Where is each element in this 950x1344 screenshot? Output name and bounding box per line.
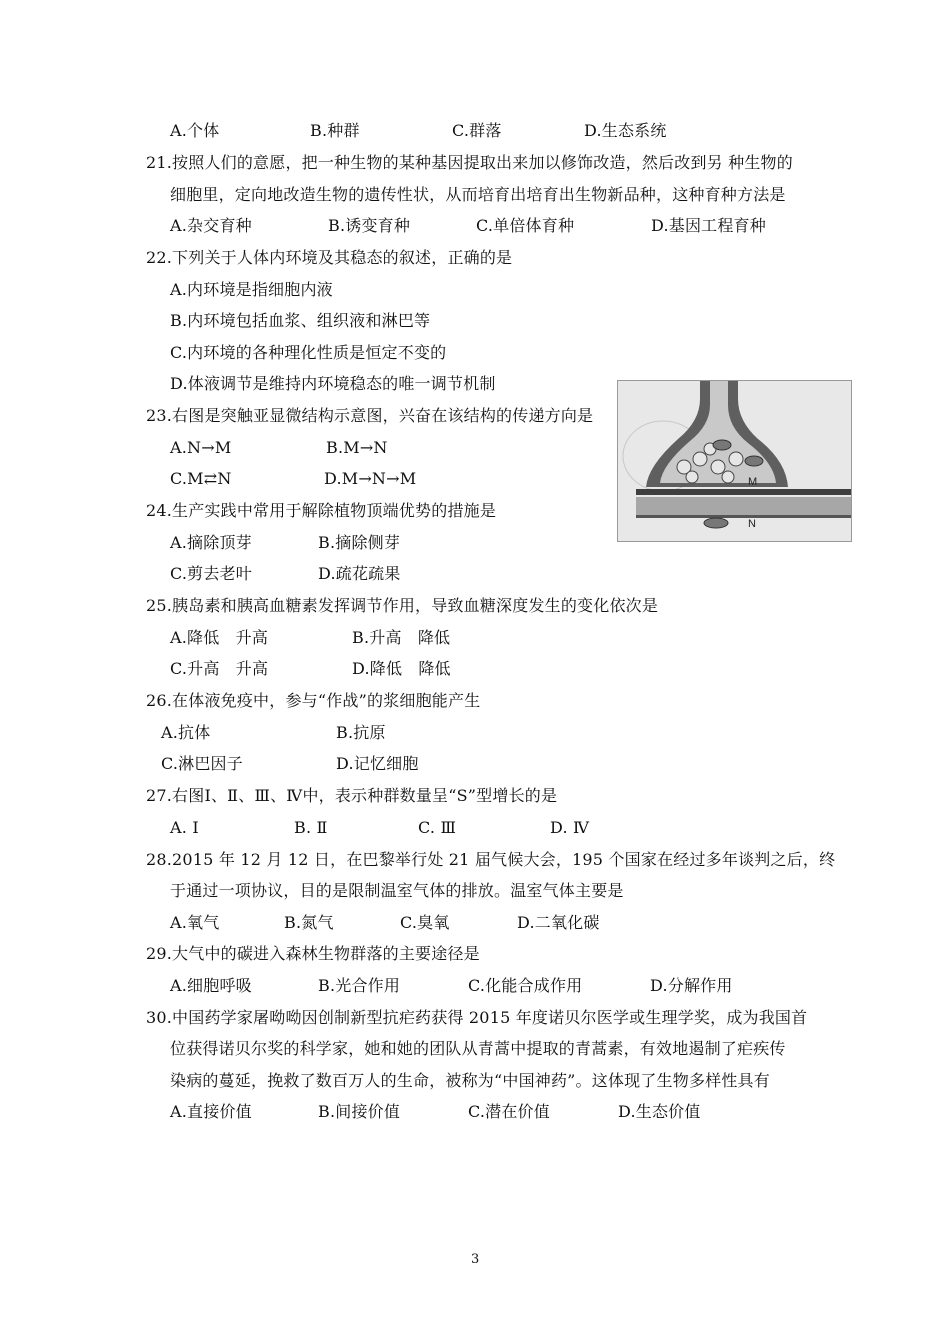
page-number: 3 — [471, 1252, 480, 1267]
q23-option-b: B.M→N — [326, 438, 388, 457]
q28-option-c: C.臭氧 — [400, 913, 450, 932]
q24-option-c: C.剪去老叶 — [170, 564, 252, 583]
q21-option-d: D.基因工程育种 — [651, 216, 766, 235]
q30-stem-line-2: 位获得诺贝尔奖的科学家，她和她的团队从青蒿中提取的青蒿素，有效地遏制了疟疾传 — [170, 1039, 786, 1058]
q25-option-b: B.升高 降低 — [352, 628, 451, 647]
q27-option-b: B. Ⅱ — [294, 818, 328, 837]
q30-option-c: C.潜在价值 — [468, 1102, 550, 1121]
q20-option-d: D.生态系统 — [584, 121, 667, 140]
q27-option-a: A. Ⅰ — [170, 818, 199, 837]
q30-option-d: D.生态价值 — [618, 1102, 701, 1121]
q30-option-b: B.间接价值 — [318, 1102, 401, 1121]
q22-option-a: A.内环境是指细胞内液 — [170, 280, 333, 299]
q26-option-b: B.抗原 — [336, 723, 386, 742]
q20-option-c: C.群落 — [452, 121, 502, 140]
q29-option-c: C.化能合成作用 — [468, 976, 583, 995]
q22-option-c: C.内环境的各种理化性质是恒定不变的 — [170, 343, 447, 362]
q22-stem: 22.下列关于人体内环境及其稳态的叙述，正确的是 — [146, 248, 513, 267]
q21-stem-line-1: 21.按照人们的意愿，把一种生物的某种基因提取出来加以修饰改造，然后改到另 种生物的 — [146, 153, 793, 172]
q28-stem-line-2: 于通过一项协议，目的是限制温室气体的排放。温室气体主要是 — [170, 881, 624, 900]
q24-stem: 24.生产实践中常用于解除植物顶端优势的措施是 — [146, 501, 497, 520]
q29-stem: 29.大气中的碳进入森林生物群落的主要途径是 — [146, 944, 480, 963]
q23-option-c: C.M⇄N — [170, 469, 232, 488]
q30-stem-line-1: 30.中国药学家屠呦呦因创制新型抗疟药获得 2015 年度诺贝尔医学或生理学奖，成为我国首 — [146, 1008, 808, 1027]
q26-option-a: A.抗体 — [161, 723, 211, 742]
q27-option-c: C. Ⅲ — [418, 818, 457, 837]
q23-stem: 23.右图是突触亚显微结构示意图，兴奋在该结构的传递方向是 — [146, 406, 594, 425]
q27-stem: 27.右图Ⅰ、Ⅱ、Ⅲ、Ⅳ中，表示种群数量呈“S”型增长的是 — [146, 786, 558, 805]
q26-option-d: D.记忆细胞 — [336, 754, 419, 773]
q23-option-a: A.N→M — [170, 438, 232, 457]
q28-option-b: B.氮气 — [284, 913, 334, 932]
q30-option-a: A.直接价值 — [170, 1102, 252, 1121]
q22-option-b: B.内环境包括血浆、组织液和淋巴等 — [170, 311, 431, 330]
q29-option-d: D.分解作用 — [650, 976, 733, 995]
q29-option-b: B.光合作用 — [318, 976, 401, 995]
q21-option-b: B.诱变育种 — [328, 216, 411, 235]
q21-option-c: C.单倍体育种 — [476, 216, 575, 235]
synapse-figure — [617, 380, 852, 542]
q25-option-a: A.降低 升高 — [170, 628, 269, 647]
q27-option-d: D. Ⅳ — [550, 818, 590, 837]
q21-option-a: A.杂交育种 — [170, 216, 252, 235]
q26-stem: 26.在体液免疫中，参与“作战”的浆细胞能产生 — [146, 691, 481, 710]
q28-option-a: A.氧气 — [170, 913, 220, 932]
q20-option-b: B.种群 — [310, 121, 360, 140]
q28-option-d: D.二氧化碳 — [517, 913, 600, 932]
q26-option-c: C.淋巴因子 — [161, 754, 243, 773]
q25-option-c: C.升高 升高 — [170, 659, 269, 678]
label-n: N — [748, 518, 756, 530]
q21-stem-line-2: 细胞里，定向地改造生物的遗传性状，从而培育出培育出生物新品种，这种育种方法是 — [170, 185, 786, 204]
q25-option-d: D.降低 降低 — [352, 659, 451, 678]
q24-option-b: B.摘除侧芽 — [318, 533, 401, 552]
q28-stem-line-1: 28.2015 年 12 月 12 日，在巴黎举行处 21 届气候大会，195 个国家在经过多年谈判之后，终 — [146, 850, 836, 869]
q30-stem-line-3: 染病的蔓延，挽救了数百万人的生命，被称为“中国神药”。这体现了生物多样性具有 — [170, 1071, 770, 1090]
q20-option-a: A.个体 — [170, 121, 220, 140]
synapse-diagram — [618, 381, 851, 541]
q25-stem: 25.胰岛素和胰高血糖素发挥调节作用，导致血糖深度发生的变化依次是 — [146, 596, 659, 615]
label-m: M — [748, 476, 758, 488]
q24-option-d: D.疏花疏果 — [318, 564, 401, 583]
q22-option-d: D.体液调节是维持内环境稳态的唯一调节机制 — [170, 374, 496, 393]
q24-option-a: A.摘除顶芽 — [170, 533, 252, 552]
q23-option-d: D.M→N→M — [324, 469, 417, 488]
q29-option-a: A.细胞呼吸 — [170, 976, 252, 995]
